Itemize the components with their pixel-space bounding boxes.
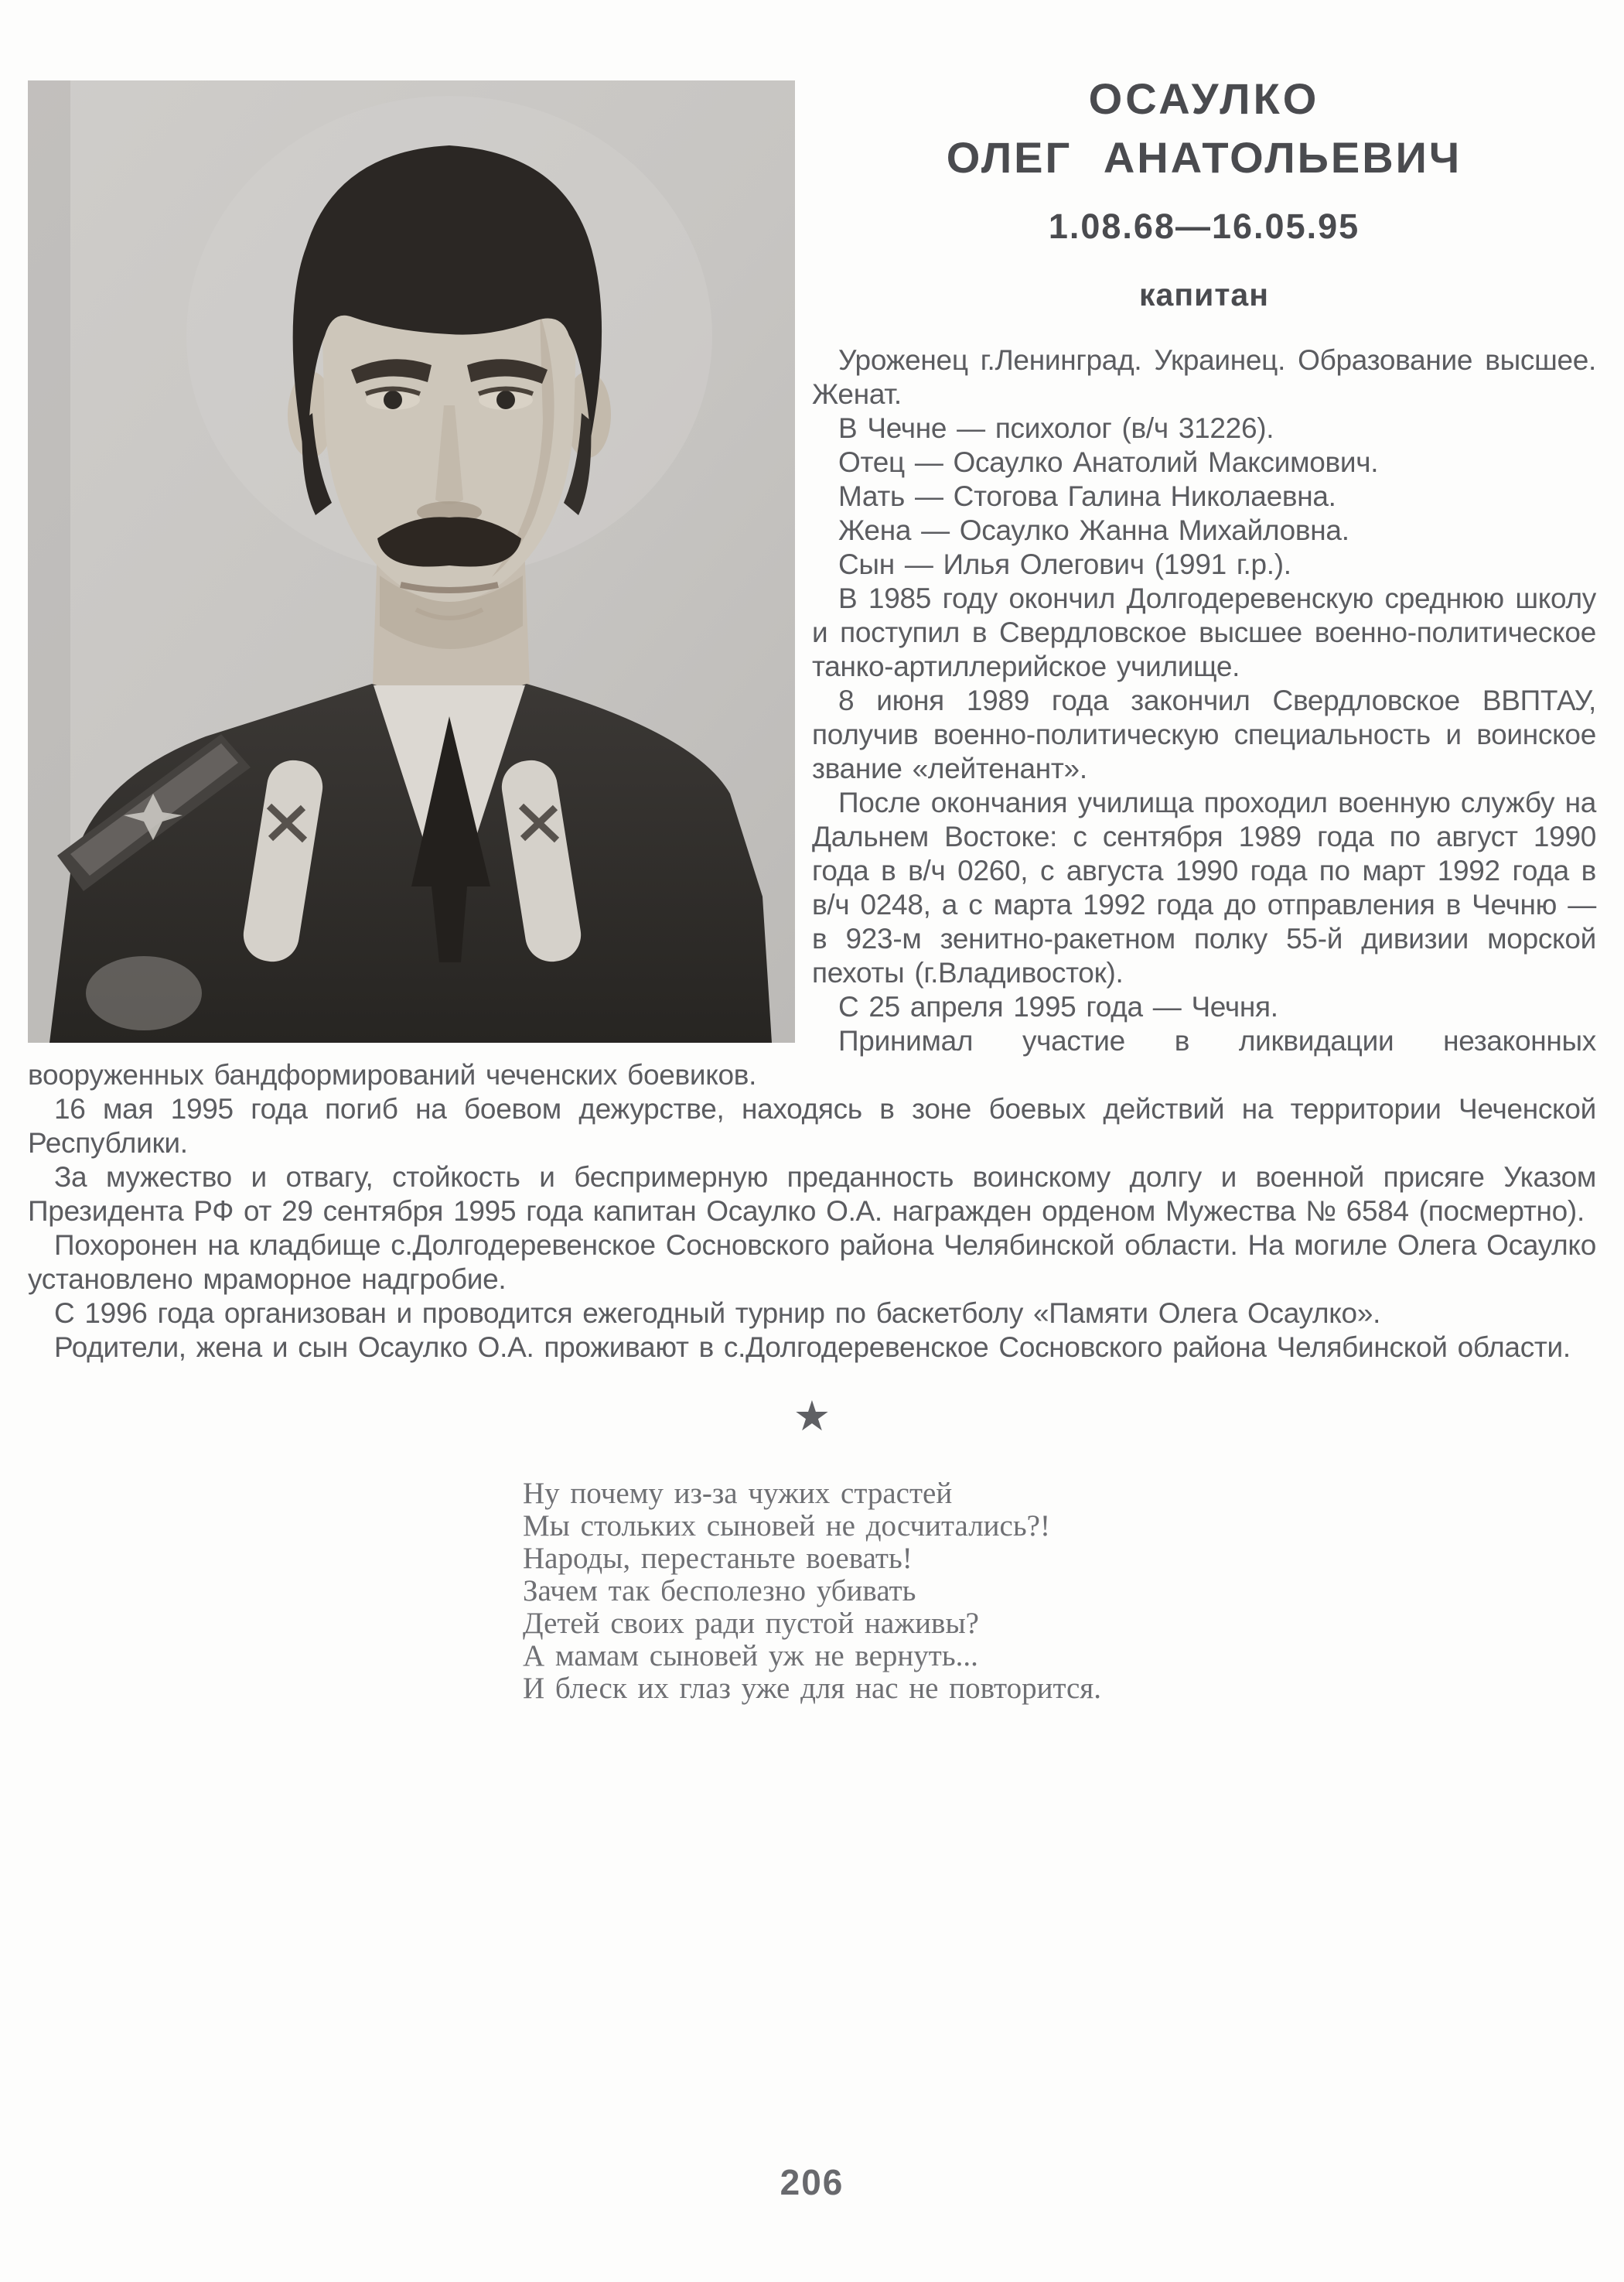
poem-section	[28, 1477, 1596, 1705]
officer-surname: ОСАУЛКО	[1088, 74, 1320, 123]
main-paragraph: С 1996 года организован и проводится ежегодный турнир по баскетболу «Памяти Олега Осаулко».	[54, 1297, 1381, 1329]
bio-paragraph: Отец — Осаулко Анатолий Максимович.	[838, 446, 1379, 478]
main-paragraph: Принимал участие в ликвидации незаконных вооруженных бандформирований чеченских боевиков.	[28, 1025, 1596, 1091]
poem-line: И блеск их глаз уже для нас не повторится.	[523, 1672, 1101, 1705]
bio-paragraph: Уроженец г.Ленинград. Украинец. Образование высшее. Женат.	[812, 344, 1596, 410]
bio-paragraph: В 1985 году окончил Долгодеревенскую среднюю школу и поступил в Свердловское высшее военно-политическое танко-артиллерийское училище.	[812, 582, 1596, 682]
poem-line: Детей своих ради пустой наживы?	[523, 1607, 979, 1640]
portrait-photo-image	[28, 80, 795, 1043]
bio-paragraph: Жена — Осаулко Жанна Михайловна.	[838, 514, 1349, 546]
bio-paragraph: Мать — Стогова Галина Николаевна.	[838, 480, 1336, 512]
poem-line: Мы стольких сыновей не досчитались?!	[523, 1509, 1050, 1542]
officer-given-names: ОЛЕГ АНАТОЛЬЕВИЧ	[946, 133, 1462, 182]
poem-line: Народы, перестаньте воевать!	[523, 1542, 913, 1575]
military-rank: капитан	[1139, 277, 1269, 313]
portrait-photo	[28, 80, 795, 1043]
poem-line: Зачем так бесполезно убивать	[523, 1574, 916, 1607]
main-paragraph: С 25 апреля 1995 года — Чечня.	[838, 991, 1278, 1023]
bio-paragraph: После окончания училища проходил военную службу на Дальнем Востоке: с сентября 1989 года по август 1990 года в в/ч 0260, с августа 1990 года по март 1992 года в в/ч 0248, а с марта 1992 года до отправления в Чечню — в 923-м зенитно-ракетном полку 55-й дивизии морской пехоты (г.Владивосток).	[812, 787, 1596, 989]
page-number: 206	[780, 2162, 844, 2202]
main-paragraph: Похоронен на кладбище с.Долгодеревенское Сосновского района Челябинской области. На могиле Олега Осаулко установлено мраморное надгробие.	[28, 1229, 1596, 1295]
bio-paragraph: В Чечне — психолог (в/ч 31226).	[838, 412, 1274, 444]
poem-line: Ну почему из-за чужих страстей	[523, 1477, 953, 1510]
poem	[523, 1477, 1101, 1705]
bio-paragraph: 8 июня 1989 года закончил Свердловское ВВПТАУ, получив военно-политическую специальность и воинское звание «лейтенант».	[812, 685, 1596, 784]
main-paragraph: 16 мая 1995 года погиб на боевом дежурстве, находясь в зоне боевых действий на территории Чеченской Республики.	[28, 1093, 1596, 1159]
life-dates: 1.08.68—16.05.95	[1048, 207, 1360, 246]
memorial-star-icon: ★	[793, 1393, 831, 1440]
bio-paragraph: Сын — Илья Олегович (1991 г.р.).	[838, 548, 1291, 580]
poem-line: А мамам сыновей уж не вернуть...	[523, 1639, 978, 1672]
main-paragraph: За мужество и отвагу, стойкость и беспримерную преданность воинскому долгу и военной присяге Указом Президента РФ от 29 сентября 1995 года капитан Осаулко О.А. награжден орденом Мужества № 6584 (посмертно).	[28, 1161, 1596, 1227]
main-paragraph: Родители, жена и сын Осаулко О.А. проживают в с.Долгодеревенское Сосновского района Челябинской области.	[54, 1331, 1571, 1363]
